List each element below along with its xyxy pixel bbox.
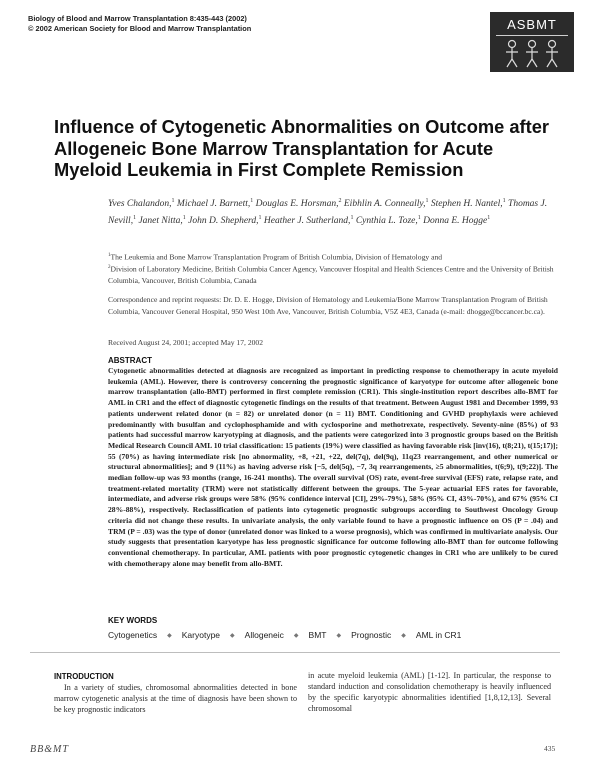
- introduction-heading: INTRODUCTION: [54, 672, 114, 681]
- affiliation: $^1$The Leukemia and Bone Marrow Transplantation Program of British Columbia, Division of Hematology and: [108, 252, 443, 262]
- author: Donna E. Hogge$^1$: [423, 214, 491, 226]
- keyword: Allogeneic: [244, 630, 284, 640]
- author: Thomas J. Nevill,$^1$: [108, 199, 548, 226]
- received-dates: Received August 24, 2001; accepted May 17, 2002: [108, 338, 264, 347]
- keyword: Cytogenetics: [108, 630, 158, 640]
- section-divider: [30, 652, 560, 653]
- keyword: Prognostic: [351, 630, 392, 640]
- keywords-heading: KEY WORDS: [108, 616, 158, 625]
- keyword: BMT: [308, 630, 327, 640]
- copyright-line: © 2002 American Society for Blood and Marrow Transplantation: [28, 24, 252, 33]
- abstract-heading: ABSTRACT: [108, 356, 152, 365]
- author: Heather J. Sutherland,$^1$: [263, 214, 354, 226]
- author: Douglas E. Horsman,$^2$: [255, 198, 342, 210]
- keyword: AML in CR1: [415, 630, 462, 640]
- keyword-list: Cytogenetics ◆ Karyotype ◆ Allogeneic ◆ BMT ◆ Prognostic ◆ AML in CR1: [108, 630, 462, 640]
- author: Stephen H. Nantel,$^1$: [430, 198, 506, 210]
- author: John D. Shepherd,$^1$: [188, 214, 262, 226]
- author: Cynthia L. Toze,$^1$: [355, 214, 421, 226]
- intro-left-column: In a variety of studies, chromosomal abnormalities detected in bone marrow cytogenetic analysis at the time of diagnosis have been shown to be key prognostic indicators: [54, 683, 297, 714]
- keyword: Karyotype: [181, 630, 221, 640]
- running-header: [28, 14, 251, 34]
- correspondence: Correspondence and reprint requests: Dr. D. E. Hogge, Division of Hematology and Leukemia/Bone Marrow Transplantation Program of British Columbia, Vancouver General Hospital, 950 West 10th Ave, Vancouver, British Columbia, V5Z 4E3, Canada (e-mail: dhogge@bccancer.bc.ca).: [108, 295, 548, 316]
- author: Eibhlin A. Conneally,$^1$: [343, 198, 429, 210]
- author: Michael J. Barnett,$^1$: [176, 198, 254, 210]
- intro-right-column: in acute myeloid leukemia (AML) [1-12]. In particular, the response to standard induction and consolidation chemotherapy is heavily influenced by the specific karyotypic abnormalities identified [1,8,12,13]. Several chromosomal: [308, 671, 551, 713]
- author-list: [108, 195, 558, 228]
- asbmt-logo: [490, 12, 574, 72]
- article-title: Influence of Cytogenetic Abnormalities on Outcome after Allogeneic Bone Marrow Transplantation for Acute Myeloid Leukemia in First Complete Remission: [54, 116, 550, 180]
- logo-figures-icon: [498, 37, 566, 69]
- journal-citation: Biology of Blood and Marrow Transplantation 8:435-443 (2002): [28, 14, 247, 23]
- journal-footer: BB&MT: [30, 744, 69, 755]
- abstract-text: Cytogenetic abnormalities detected at diagnosis are recognized as important in predicting response to chemotherapy in acute myeloid leukemia (AML). However, there is controversy concerning the prognostic significance of karyotype for outcome after allogeneic bone marrow transplantation (allo-BMT) performed in first complete remission (CR1). This single-institution report describes allo-BMT for AML in CR1 and the effect of diagnostic cytogenetic findings on the results of that treatment. Between August 1981 and December 1999, 93 patients underwent related donor (n = 82) or unrelated donor (n = 11) BMT. Conditioning and GVHD prophylaxis were achieved predominantly with busulfan and cyclophosphamide and with cyclosporine and methotrexate, respectively. Seventy-nine (85%) of 93 patients had successful marrow karyotyping at diagnosis, and the patients were categorized into 3 prognostic groups based on the British Medical Research Council AML 10 trial classification: 15 patients (19%) were classified as having favorable risk [inv(16), t(8;21), t(15;17)]; 55 (70%) as having intermediate risk [no abnormality, +8, +21, +22, del(7q), del(9q), 11q23 rearrangement, and other numerical or structural abnormalities]; and 9 (11%) as having adverse risk [−5, del(5q), −7, 3q rearrangements, ≥5 abnormalities, t(6;9), t(9;22)]. The median follow-up was 93 months (range, 16-241 months). The overall survival (OS) rate, event-free survival (EFS) rate, relapse rate, and treatment-related mortality (TRM) were not statistically different between the groups. The 5-year actuarial EFS rates for favorable, intermediate, and adverse risk groups were 58% (95% confidence interval [CI], 29%-79%), 58% (95% CI, 43%-70%), and 67% (95% CI 28%-88%), respectively. Reclassification of patients into cytogenetic prognostic subgroups according to Southwest Oncology Group criteria did not change these results. In univariate analysis, the only variable found to have a prognostic influence on OS (P = .04) and TRM (P = .03) was the type of donor (unrelated donor was linked to a worse prognosis), which was confirmed in multivariate analysis. Our study suggests that presentation karyotype has less prognostic significance for outcome following allo-BMT than for outcome following conventional chemotherapy. In particular, AML patients with poor prognostic cytogenetic changes in CR1 who are unlikely to be cured with chemotherapy alone may benefit from allo-BMT.: [108, 366, 558, 568]
- affiliation: $^2$Division of Laboratory Medicine, British Columbia Cancer Agency, Vancouver Hospital and Health Sciences Centre and the University of British Columbia, Vancouver, British Columbia, Canada: [108, 264, 554, 286]
- author: Yves Chalandon,$^1$: [108, 198, 175, 210]
- page-number: 435: [544, 744, 556, 753]
- author: Janet Nitta,$^1$: [138, 214, 186, 226]
- logo-text: ASBMT: [507, 17, 557, 32]
